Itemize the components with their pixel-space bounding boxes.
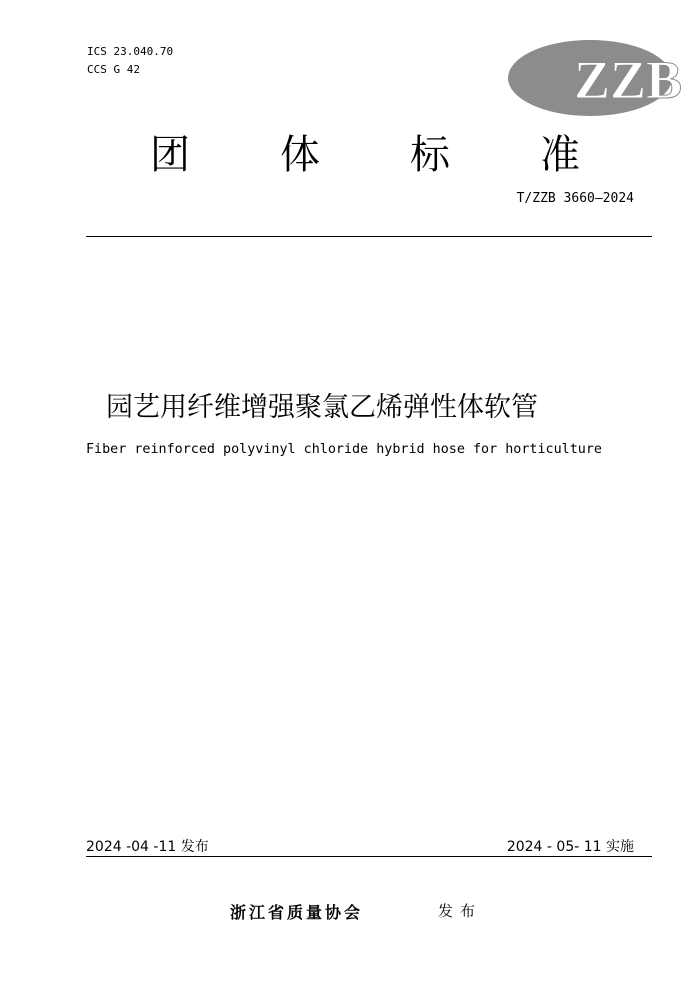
- implementation-date: 2024 - 05- 11 实施: [506, 839, 634, 855]
- issue-date: 2024 -04 -11 发布: [86, 839, 209, 855]
- document-title-english: Fiber reinforced polyvinyl chloride hybrid hose for horticulture: [86, 442, 602, 457]
- title-char-4: 准: [540, 132, 580, 178]
- ccs-code: CCS G 42: [87, 63, 140, 76]
- ics-code: ICS 23.040.70: [87, 45, 174, 58]
- top-divider: [86, 236, 652, 237]
- zzb-logo-text: ZZB: [574, 50, 683, 110]
- zzb-logo: [508, 38, 700, 118]
- standard-type-title: [150, 130, 580, 180]
- document-title-chinese: 园艺用纤维增强聚氯乙烯弹性体软管: [106, 392, 538, 423]
- title-char-1: 团: [150, 132, 190, 178]
- publisher-name: 浙江省质量协会: [230, 903, 364, 922]
- title-char-3: 标: [410, 132, 450, 178]
- bottom-divider: [86, 856, 652, 857]
- publish-label: 发布: [438, 902, 483, 920]
- title-char-2: 体: [280, 132, 320, 178]
- standard-number: T/ZZB 3660—2024: [516, 191, 634, 206]
